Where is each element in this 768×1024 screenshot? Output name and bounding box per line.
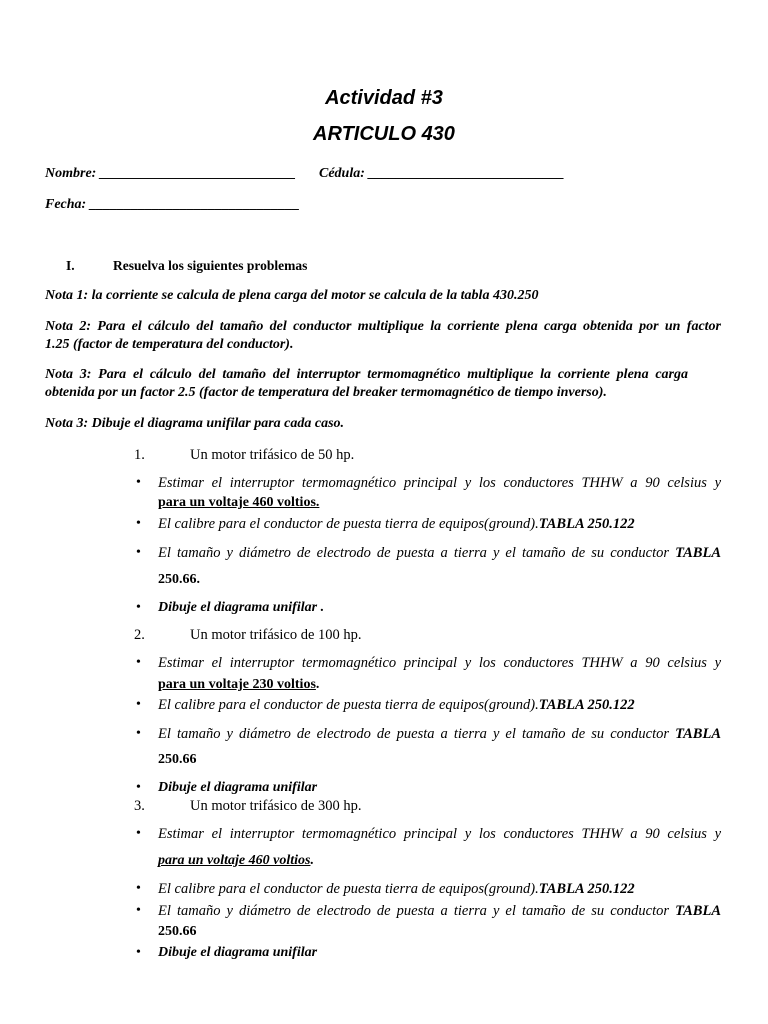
note-1: Nota 1: la corriente se calcula de plena carga del motor se calcula de la tabla 430.250 <box>45 288 539 303</box>
section-heading: Resuelva los siguientes problemas <box>113 258 308 273</box>
problem-text: Un motor trifásico de 300 hp. <box>190 798 362 814</box>
electrode-text: El tamaño y diámetro de electrodo de puesta a tierra y el tamaño de su conductor <box>158 545 670 561</box>
draw-diagram: Dibuje el diagrama unifilar . <box>158 600 325 615</box>
electrode-table: TABLA <box>675 903 722 919</box>
electrode-text: El tamaño y diámetro de electrodo de puesta a tierra y el tamaño de su conductor <box>158 903 670 919</box>
voltage-line <box>158 495 319 511</box>
electrode-text: El tamaño y diámetro de electrodo de puesta a tierra y el tamaño de su conductor <box>158 726 670 742</box>
page-title: Actividad #3 <box>325 87 443 109</box>
electrode-line-1 <box>158 545 721 562</box>
fecha-field: Fecha: ______________________________ <box>45 197 300 212</box>
problem-text: Un motor trifásico de 100 hp. <box>190 627 362 643</box>
note-2-line-2: 1.25 (factor de temperatura del conductor). <box>45 337 294 352</box>
problem-text: Un motor trifásico de 50 hp. <box>190 447 355 463</box>
ground-table: TABLA 250.122 <box>538 516 635 532</box>
voltage-text: para un voltaje 460 voltios. <box>158 495 320 510</box>
note-3-line-1: Nota 3: Para el cálculo del tamaño del interruptor termomagnético multiplique la corriente plena carga <box>45 367 688 382</box>
bullet-icon: • <box>136 903 141 918</box>
ground-line <box>158 881 635 898</box>
voltage-text: para un voltaje 460 voltios <box>158 853 311 868</box>
bullet-icon: • <box>136 780 141 795</box>
section-number: I. <box>66 258 75 273</box>
electrode-line-1 <box>158 726 721 743</box>
ground-text: El calibre para el conductor de puesta tierra de equipos(ground). <box>158 697 539 713</box>
ground-text: El calibre para el conductor de puesta tierra de equipos(ground). <box>158 881 539 897</box>
electrode-line-1 <box>158 903 721 920</box>
ground-text: El calibre para el conductor de puesta tierra de equipos(ground). <box>158 516 539 532</box>
ground-line <box>158 697 635 714</box>
problem-number: 1. <box>134 447 145 463</box>
ground-line <box>158 516 635 533</box>
estimate-line-1: Estimar el interruptor termomagnético principal y los conductores THHW a 90 celsius y <box>158 475 721 491</box>
draw-diagram: Dibuje el diagrama unifilar <box>158 780 318 795</box>
problem-number: 3. <box>134 798 145 814</box>
electrode-line-2: 250.66 <box>158 752 197 767</box>
draw-diagram: Dibuje el diagrama unifilar <box>158 945 318 960</box>
nombre-field: Nombre: ____________________________ <box>45 166 296 181</box>
electrode-line-2: 250.66 <box>158 924 197 939</box>
bullet-icon: • <box>136 697 141 712</box>
problem-number: 2. <box>134 627 145 643</box>
ground-table: TABLA 250.122 <box>538 881 635 897</box>
electrode-line-2: 250.66. <box>158 572 200 587</box>
bullet-icon: • <box>136 600 141 615</box>
voltage-line <box>158 853 314 869</box>
bullet-icon: • <box>136 475 141 490</box>
bullet-icon: • <box>136 726 141 741</box>
page-subtitle: ARTICULO 430 <box>313 123 455 145</box>
note-2-line-1: Nota 2: Para el cálculo del tamaño del conductor multiplique la corriente plena carga obtenida por un factor <box>45 319 721 334</box>
estimate-line-1: Estimar el interruptor termomagnético principal y los conductores THHW a 90 celsius y <box>158 826 721 842</box>
note-3-line-2: obtenida por un factor 2.5 (factor de temperatura del breaker termomagnético de tiempo inverso). <box>45 385 607 400</box>
cedula-field: Cédula: ____________________________ <box>319 166 565 181</box>
bullet-icon: • <box>136 881 141 896</box>
bullet-icon: • <box>136 945 141 960</box>
electrode-table: TABLA <box>675 726 722 742</box>
voltage-period: . <box>315 677 320 692</box>
electrode-table: TABLA <box>675 545 722 561</box>
bullet-icon: • <box>136 516 141 531</box>
bullet-icon: • <box>136 826 141 841</box>
bullet-icon: • <box>136 545 141 560</box>
voltage-text: para un voltaje 230 voltios <box>158 677 316 692</box>
voltage-line <box>158 677 319 693</box>
note-4: Nota 3: Dibuje el diagrama unifilar para cada caso. <box>45 416 345 431</box>
estimate-line-1: Estimar el interruptor termomagnético principal y los conductores THHW a 90 celsius y <box>158 655 721 671</box>
ground-table: TABLA 250.122 <box>538 697 635 713</box>
voltage-period: . <box>310 853 314 868</box>
bullet-icon: • <box>136 655 141 670</box>
